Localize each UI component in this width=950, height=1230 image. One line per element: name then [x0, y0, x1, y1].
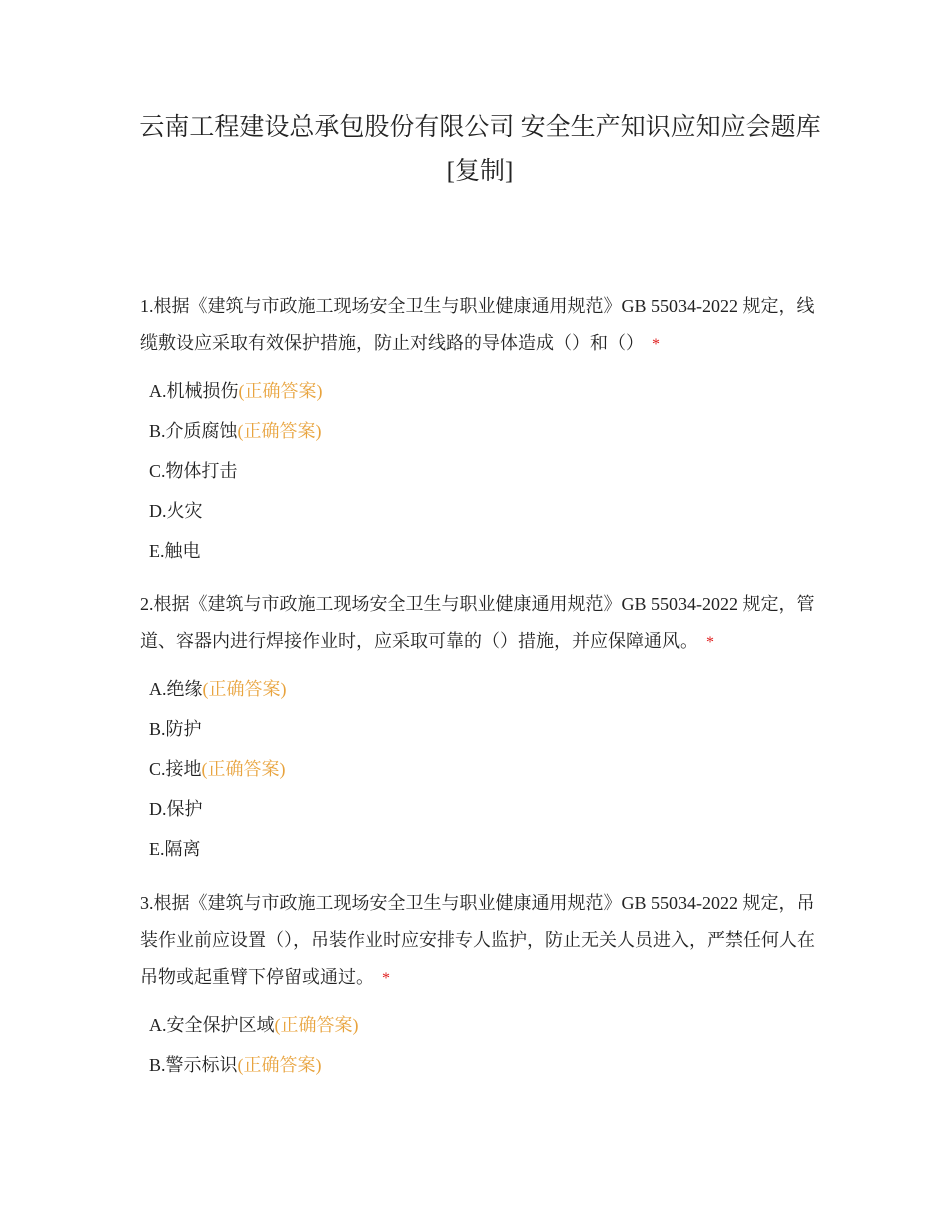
- correct-answer-tag: (正确答案): [237, 1055, 322, 1075]
- option-c: [140, 749, 830, 789]
- option-label: D.火灾: [149, 501, 203, 521]
- question-text-content: 1.根据《建筑与市政施工现场安全卫生与职业健康通用规范》GB 55034-2022 规定，线缆敷设应采取有效保护措施，防止对线路的导体造成（）和（）: [140, 296, 815, 353]
- option-list: [140, 1005, 830, 1085]
- option-list: [140, 669, 830, 869]
- option-label: E.触电: [149, 541, 201, 561]
- required-mark: *: [382, 970, 390, 987]
- required-mark: *: [652, 336, 660, 353]
- option-label: B.警示标识: [149, 1055, 238, 1075]
- option-b: [140, 1045, 830, 1085]
- option-a: [140, 371, 830, 411]
- option-d: [140, 491, 830, 531]
- question-1: [140, 288, 830, 571]
- required-mark: *: [706, 634, 714, 651]
- question-2: [140, 586, 830, 869]
- question-text: [140, 586, 830, 661]
- option-list: [140, 371, 830, 571]
- question-text-content: 2.根据《建筑与市政施工现场安全卫生与职业健康通用规范》GB 55034-2022 规定，管道、容器内进行焊接作业时，应采取可靠的（）措施，并应保障通风。: [140, 594, 815, 651]
- correct-answer-tag: (正确答案): [238, 381, 323, 401]
- question-text: [140, 288, 830, 363]
- option-label: A.绝缘: [149, 679, 203, 699]
- option-b: [140, 709, 830, 749]
- question-3: [140, 885, 830, 1085]
- option-d: [140, 789, 830, 829]
- correct-answer-tag: (正确答案): [201, 759, 286, 779]
- option-label: B.防护: [149, 719, 202, 739]
- option-e: [140, 829, 830, 869]
- option-label: C.接地: [149, 759, 202, 779]
- page-title: 云南工程建设总承包股份有限公司 安全生产知识应知应会题库[复制]: [139, 114, 821, 185]
- question-text: [140, 885, 830, 997]
- option-a: [140, 669, 830, 709]
- option-b: [140, 411, 830, 451]
- correct-answer-tag: (正确答案): [237, 421, 322, 441]
- option-c: [140, 451, 830, 491]
- option-label: A.安全保护区域: [149, 1015, 275, 1035]
- option-label: B.介质腐蚀: [149, 421, 238, 441]
- option-label: C.物体打击: [149, 461, 238, 481]
- option-a: [140, 1005, 830, 1045]
- option-e: [140, 531, 830, 571]
- option-label: A.机械损伤: [149, 381, 239, 401]
- correct-answer-tag: (正确答案): [202, 679, 287, 699]
- correct-answer-tag: (正确答案): [274, 1015, 359, 1035]
- option-label: E.隔离: [149, 839, 201, 859]
- option-label: D.保护: [149, 799, 203, 819]
- question-text-content: 3.根据《建筑与市政施工现场安全卫生与职业健康通用规范》GB 55034-2022 规定，吊装作业前应设置（），吊装作业时应安排专人监护，防止无关人员进入，严禁任何人在吊物或起重臂下停留或通过。: [140, 893, 815, 987]
